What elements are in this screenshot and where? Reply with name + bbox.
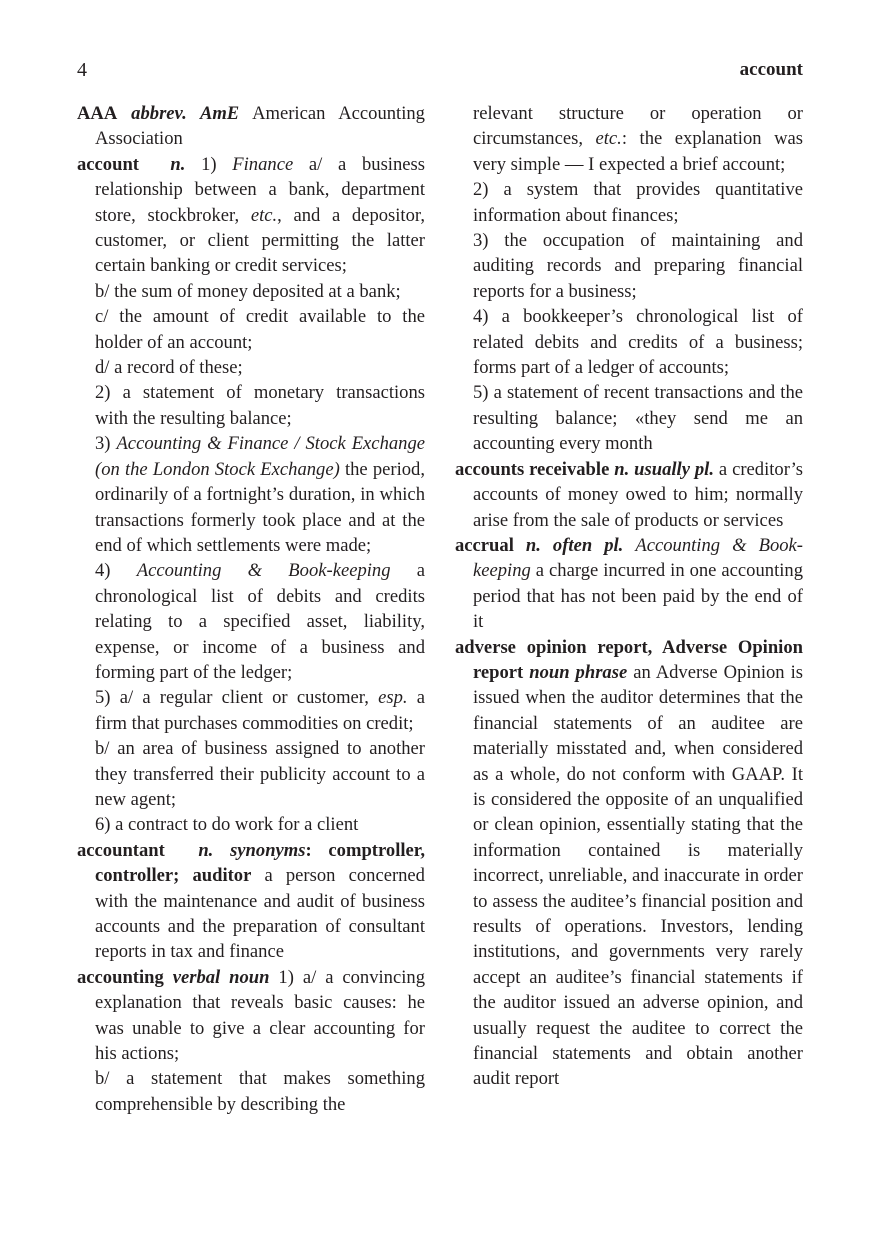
synonyms-label: synonyms [230, 839, 306, 861]
headword: accounts receivable [455, 458, 610, 480]
part-of-speech: n. [198, 839, 214, 861]
definition: American Accounting Association [95, 103, 425, 150]
entry-account [77, 152, 425, 279]
headword: accounting [77, 966, 164, 988]
abbreviation: esp. [378, 687, 408, 709]
abbreviation: etc. [250, 204, 278, 226]
sense [77, 558, 425, 685]
part-of-speech: n. [170, 153, 186, 175]
definition: relevant structure or operation or circumstances, [473, 103, 803, 150]
sense-continued [455, 101, 803, 177]
entry-accrual [455, 533, 803, 635]
definition: a firm that purchases commodities on credit; [95, 687, 425, 734]
right-column [455, 101, 803, 1092]
entry-accounting [77, 965, 425, 1067]
headword: accrual [455, 534, 514, 556]
part-of-speech: noun phrase [529, 661, 628, 683]
headword: AAA [77, 103, 118, 124]
definition: a creditor’s accounts of money owed to him; normally arise from the sale of products or services [473, 458, 803, 531]
field-label: Accounting & Book-keeping [136, 560, 391, 582]
sense-number: 1) [185, 153, 233, 175]
field-label: Accounting & Book-keeping [473, 534, 804, 582]
headword: account [77, 153, 139, 175]
sense: 3) the occupation of maintaining and auditing records and preparing financial reports for a business; [473, 230, 803, 302]
headword: adverse opinion report, Adverse Opinion report [455, 636, 803, 683]
entry-aaa [77, 101, 425, 152]
entry-accountant [77, 838, 425, 965]
sense: 5) a statement of recent transactions and the resulting balance; «they send me an accounting every month [473, 382, 803, 455]
sense [77, 685, 425, 736]
sense: d/ a record of these; [95, 357, 243, 379]
definition: a chronological list of debits and credits relating to a specified asset, liability, expense, or income of a business and forming part of the ledger; [95, 560, 426, 683]
definition: a/ a business relationship between a bank, department store, stockbroker, [95, 153, 425, 226]
abbreviation: etc. [595, 128, 622, 150]
sense-number: 4) [95, 560, 137, 582]
part-of-speech: n. often pl. [525, 534, 624, 556]
sense: 4) a bookkeeper’s chronological list of related debits and credits of a business; forms part of a ledger of accounts; [473, 306, 803, 379]
definition: 5) a/ a regular client or customer, [95, 687, 379, 709]
sense: b/ the sum of money deposited at a bank; [95, 280, 401, 302]
field-label: Finance [232, 153, 294, 175]
left-column [77, 101, 425, 1117]
definition: a charge incurred in one accounting period that has not been paid by the end of it [473, 560, 803, 633]
part-of-speech: verbal noun [172, 966, 270, 988]
definition: : the explanation was very simple — I expected a brief account; [473, 128, 803, 175]
sense: b/ a statement that makes something comprehensible by describing the [95, 1068, 425, 1115]
definition: 1) a/ a convincing explanation that reveals basic causes: he was unable to give a clear accounting for his actions; [95, 966, 425, 1065]
sense-number: 3) [95, 433, 117, 455]
sense: 6) a contract to do work for a client [95, 814, 359, 836]
page-number: 4 [77, 59, 87, 81]
sense: c/ the amount of credit available to the holder of an account; [95, 306, 425, 353]
part-of-speech: abbrev. AmE [131, 103, 240, 124]
sense: 2) a system that provides quantitative information about finances; [473, 179, 803, 226]
sense: b/ an area of business assigned to another they transferred their publicity account to a new agent; [95, 738, 425, 810]
running-head: account [739, 59, 803, 80]
definition: a person concerned with the maintenance and audit of business accounts and the preparation of consultant reports in tax and finance [95, 865, 425, 963]
headword: accountant [77, 839, 165, 861]
definition: an Adverse Opinion is issued when the auditor determines that the financial statements of an auditee are materially misstated and, when considered as a whole, do not conform with GAAP. It is considered the opposite of an unqualified or clean opinion, essentially stating that the information contained is materially incorrect, unreliable, and inaccurate in order to assess the auditee’s financial position and results of operations. Investors, lending institutions, and governments very rarely accept an auditee’s financial statements if the auditor issued an adverse opinion, and usually request the auditee to correct the financial statements and obtain another audit report [473, 661, 803, 1090]
field-label: Accounting & Finance / Stock Exchange (on the London Stock Exchange) [95, 433, 426, 480]
synonyms: : comptroller, controller; auditor [95, 839, 425, 887]
definition: the period, ordinarily of a fortnight’s duration, in which transactions formerly took place and at the end of which settlements were made; [95, 458, 425, 556]
sense [77, 431, 425, 558]
entry-adverse-opinion-report [455, 635, 803, 1092]
entry-accounts-receivable [455, 457, 803, 533]
sense: 2) a statement of monetary transactions with the resulting balance; [95, 382, 425, 429]
part-of-speech: n. usually pl. [614, 458, 714, 480]
definition: , and a depositor, customer, or client permitting the latter certain banking or credit services; [95, 204, 425, 277]
